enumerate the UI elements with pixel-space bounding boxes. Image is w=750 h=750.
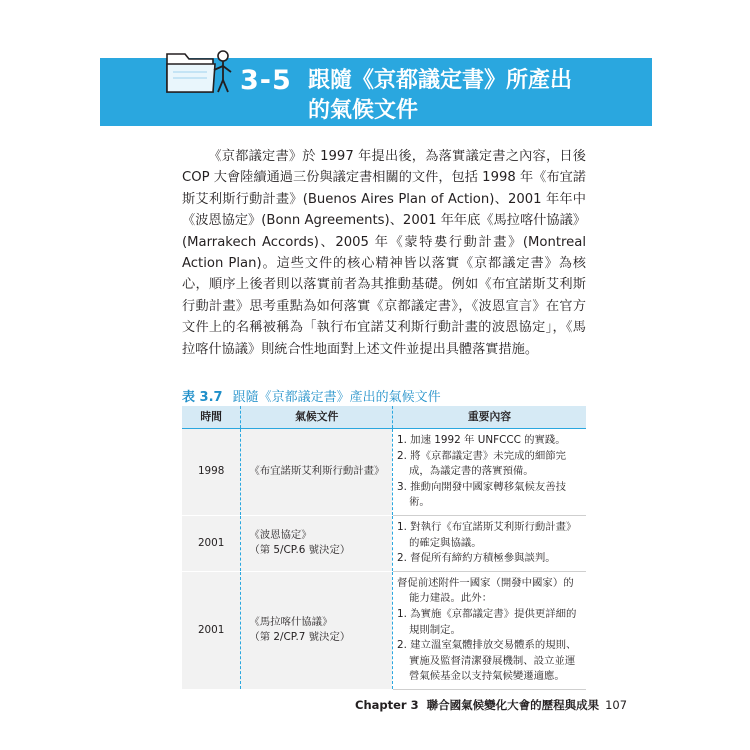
cell-detail xyxy=(392,429,586,516)
cell-year: 2001 xyxy=(182,515,241,571)
doc-line: （第 5/CP.6 號決定） xyxy=(249,544,351,557)
table-caption-number: 表 3.7 xyxy=(182,390,223,405)
cell-year: 1998 xyxy=(182,429,241,516)
table-caption xyxy=(182,386,441,405)
table-body xyxy=(182,429,586,690)
footer-chapter: Chapter 3 xyxy=(355,698,419,712)
detail-item: 3. 推動向開發中國家轉移氣候友善技術。 xyxy=(396,480,567,509)
body-paragraph-text: 《京都議定書》於 1997 年提出後，為落實議定書之內容，日後 COP 大會陸續通過三份與議定書相關的文件，包括 1998 年《布宜諾斯艾利斯行動計畫》(Buenos Aires Plan of Action)、2001 年年中《波恩協定》(Bonn Agreements)、2001 年年底《馬拉喀什協議》(Marrakech Accords)、2005 年《蒙特婁行動計畫》(Montreal Action Plan)。這些文件的核心精神皆以落實《京都議定書》為核心，順序上後者則以落實前者為其推動基礎。例如《布宜諾斯艾利斯行動計畫》思考重點為如何落實《京都議定書》，《波恩宣言》在官方文件上的名稱被稱為「執行布宜諾艾利斯行動計畫的波恩協定」，《馬拉喀什協議》則統合性地面對上述文件並提出具體落實措施。 xyxy=(182,149,586,357)
doc-line: 《布宜諾斯艾利斯行動計畫》 xyxy=(249,465,385,478)
detail-item: 1. 加速 1992 年 UNFCCC 的實踐。 xyxy=(396,434,566,446)
header-doc: 氣候文件 xyxy=(241,406,393,429)
cell-detail xyxy=(392,515,586,571)
doc-line: （第 2/CP.7 號決定） xyxy=(249,631,351,644)
cell-detail xyxy=(392,571,586,689)
section-number: 3-5 xyxy=(240,65,292,96)
cell-doc xyxy=(241,429,393,516)
doc-line: 《波恩協定》 xyxy=(249,528,312,541)
doc-line: 《馬拉喀什協議》 xyxy=(249,615,333,628)
folder-character-icon xyxy=(163,44,238,96)
section-title-line-2: 的氣候文件 xyxy=(308,98,419,123)
section-title-line-1: 跟隨《京都議定書》所產出 xyxy=(308,68,573,93)
detail-item: 1. 為實施《京都議定書》提供更詳細的規則制定。 xyxy=(396,607,577,636)
detail-item: 1. 對執行《布宜諾斯艾利斯行動計畫》的確定與協議。 xyxy=(396,520,577,549)
footer-chapter-title: 聯合國氣候變化大會的歷程與成果 xyxy=(426,698,600,712)
cell-doc xyxy=(241,515,393,571)
detail-item: 2. 督促所有締約方積極參與談判。 xyxy=(396,552,556,565)
page-footer xyxy=(355,697,627,713)
detail-item: 2. 建立溫室氣體排放交易體系的規則、實施及監督清潔發展機制、設立並運營氣候基金以支持氣候變遷適應。 xyxy=(396,639,577,683)
section-title xyxy=(308,66,638,126)
table-row xyxy=(182,429,586,516)
header-detail: 重要內容 xyxy=(392,406,586,429)
detail-item: 2. 將《京都議定書》未完成的細節完成，為議定書的落實預備。 xyxy=(396,449,567,478)
table-caption-title: 跟隨《京都議定書》產出的氣候文件 xyxy=(232,390,441,405)
detail-item: 督促前述附件一國家（開發中國家）的能力建設。此外： xyxy=(396,576,574,605)
body-paragraph xyxy=(182,146,586,360)
header-year: 時間 xyxy=(182,406,241,429)
page-number: 107 xyxy=(605,698,628,712)
climate-documents-table xyxy=(182,406,586,690)
table-row xyxy=(182,571,586,689)
table-row xyxy=(182,515,586,571)
table-header-row xyxy=(182,406,586,429)
cell-doc xyxy=(241,571,393,689)
cell-year: 2001 xyxy=(182,571,241,689)
